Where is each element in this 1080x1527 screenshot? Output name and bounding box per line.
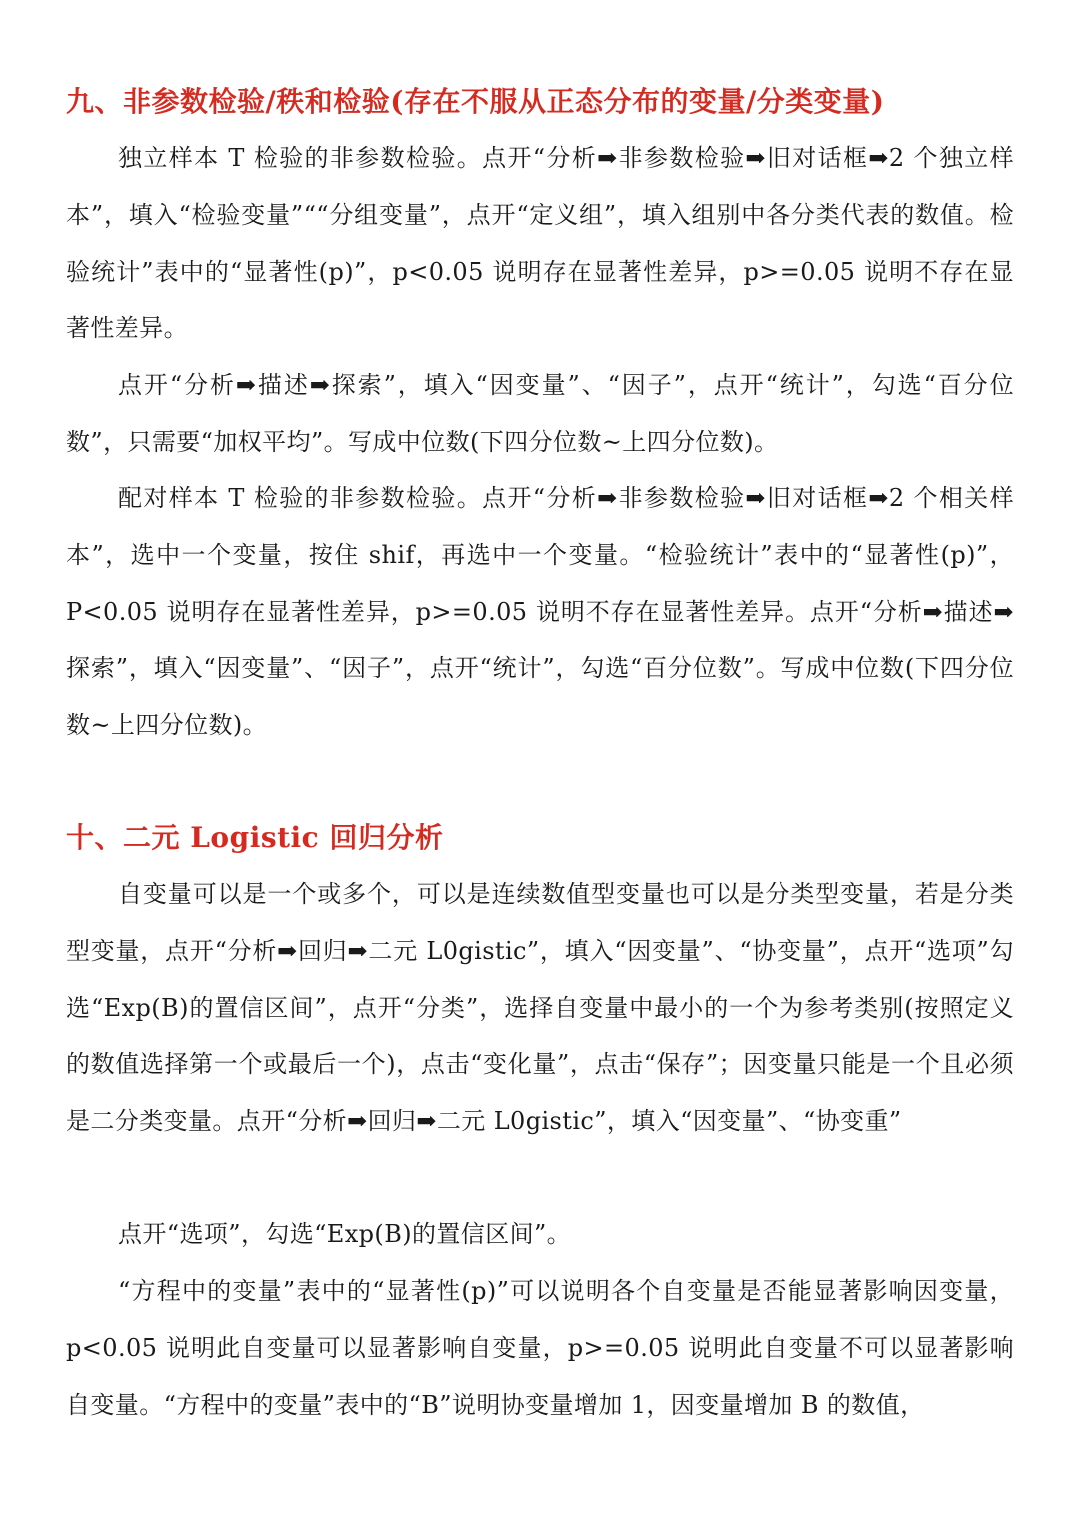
section-10-heading: 十、二元 Logistic 回归分析 bbox=[66, 821, 444, 854]
section-10-paragraph-2: 点开“选项”，勾选“Exp(B)的置信区间”。 bbox=[118, 1220, 572, 1248]
section-10-paragraph-1: 自变量可以是一个或多个，可以是连续数值型变量也可以是分类型变量，若是分类型变量，点开“分析➡回归➡二元 L0gistic”，填入“因变量”、“协变量”，点开“选项”勾选“Exp(B)的置信区间”，点开“分类”，选择自变量中最小的一个为参考类别(按照定义的数值选择第一个或最后一个)，点击“变化量”，点击“保存”；因变量只能是一个且必须是二分类变量。点开“分析➡回归➡二元 L0gistic”，填入“因变量”、“协变重” bbox=[66, 880, 1014, 1136]
section-9-paragraph-1: 独立样本 T 检验的非参数检验。点开“分析➡非参数检验➡旧对话框➡2 个独立样本”，填入“检验变量”““分组变量”，点开“定义组”，填入组别中各分类代表的数值。检验统计”表中的“显著性(p)”，p<0.05 说明存在显著性差异，p>=0.05 说明不存在显著性差异。 bbox=[66, 144, 1014, 343]
section-9-paragraph-2: 点开“分析➡描述➡探索”，填入“因变量”、“因子”，点开“统计”，勾选“百分位数”，只需要“加权平均”。写成中位数(下四分位数~上四分位数)。 bbox=[66, 371, 1014, 456]
section-9-paragraph-3: 配对样本 T 检验的非参数检验。点开“分析➡非参数检验➡旧对话框➡2 个相关样本”，选中一个变量，按住 shif，再选中一个变量。“检验统计”表中的“显著性(p)”，P<0.05 说明存在显著性差异，p>=0.05 说明不存在显著性差异。点开“分析➡描述➡探索”，填入“因变量”、“因子”，点开“统计”，勾选“百分位数”。写成中位数(下四分位数~上四分位数)。 bbox=[66, 484, 1014, 740]
section-9-heading: 九、非参数检验/秩和检验(存在不服从正态分布的变量/分类变量) bbox=[66, 85, 885, 118]
section-10-paragraph-3: “方程中的变量”表中的“显著性(p)”可以说明各个自变量是否能显著影响因变量，p<0.05 说明此自变量可以显著影响自变量，p>=0.05 说明此自变量不可以显著影响自变量。“方程中的变量”表中的“B”说明协变量增加 1，因变量增加 B 的数值， bbox=[66, 1277, 1014, 1419]
